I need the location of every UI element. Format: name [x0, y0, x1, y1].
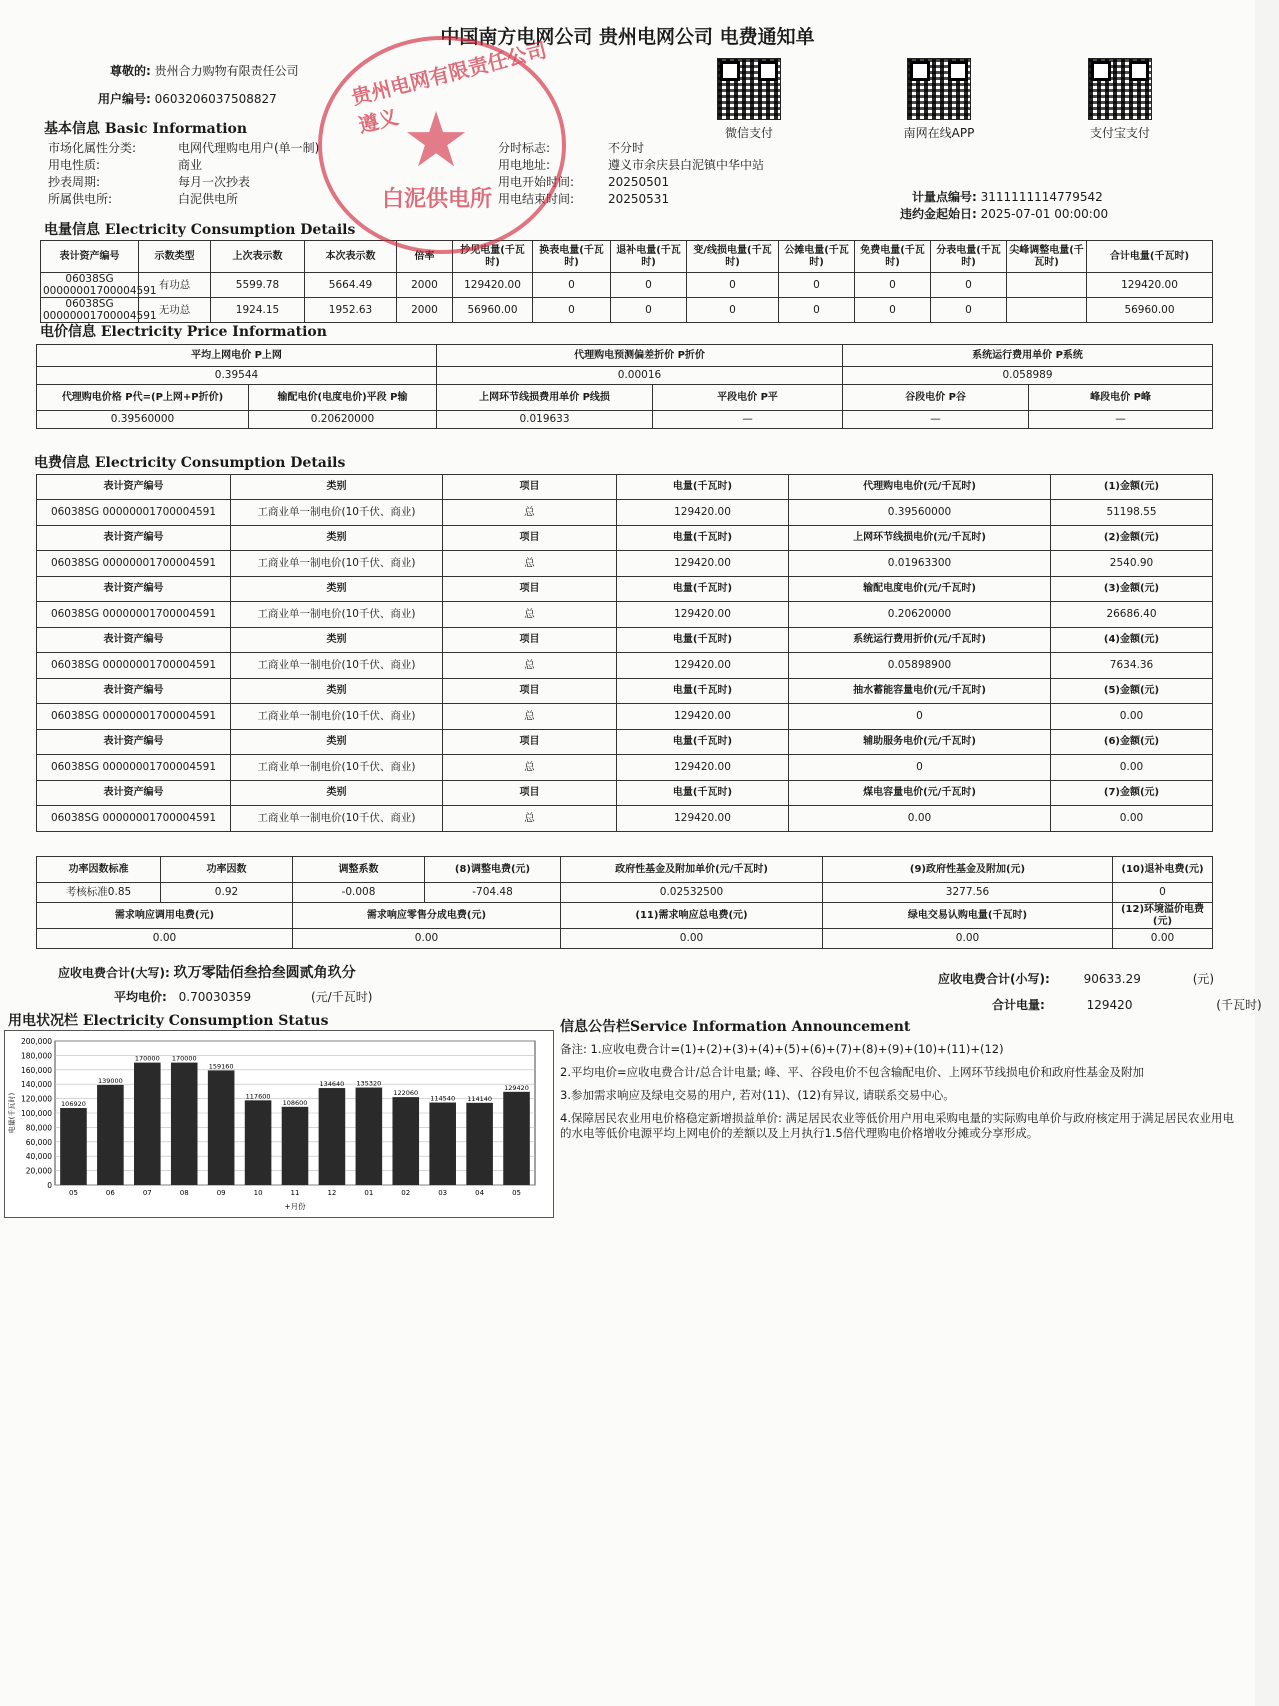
- fee-meter: 06038SG 00000001700004591: [37, 500, 231, 526]
- chart-ytick: 80,000: [25, 1123, 52, 1133]
- chart-xtick: 04: [475, 1189, 485, 1197]
- table-cell: 0: [533, 298, 611, 323]
- adjust-value: 0.92: [161, 883, 293, 903]
- table-cell: 06038SG 00000001700004591: [41, 298, 139, 323]
- chart-xtick: 08: [179, 1189, 189, 1197]
- table-cell: [1007, 273, 1087, 298]
- price-value: —: [843, 411, 1029, 429]
- fee-col-type: 类别: [231, 577, 443, 602]
- fee-col-item: 项目: [443, 577, 617, 602]
- fee-col-kwh: 电量(千瓦时): [617, 526, 789, 551]
- table-cell: 0: [687, 273, 779, 298]
- table-cell: 0: [687, 298, 779, 323]
- adjust-header: 功率因数标准: [37, 857, 161, 883]
- notice-line: 备注: 1.应收电费合计=(1)+(2)+(3)+(4)+(5)+(6)+(7)+(8)+(9)+(10)+(11)+(12): [560, 1042, 1004, 1056]
- chart-ytick: 120,000: [20, 1094, 52, 1104]
- chart-data-label: 170000: [134, 1054, 160, 1063]
- fee-header-row: [37, 475, 1213, 500]
- table-cell: 0: [779, 273, 855, 298]
- adjust-value: 0.02532500: [561, 883, 823, 903]
- fee-price-label: 输配电度电价(元/千瓦时): [789, 577, 1051, 602]
- consumption-header: 变/线损电量(千瓦时): [687, 241, 779, 273]
- fee-value-row: [37, 704, 1213, 730]
- fee-amount: 7634.36: [1051, 653, 1213, 679]
- adjust-value: 0.00: [293, 929, 561, 949]
- chart-xtick: 03: [438, 1189, 448, 1197]
- fee-type: 工商业单一制电价(10千伏、商业): [231, 755, 443, 781]
- chart-data-label: 135320: [356, 1079, 382, 1088]
- consumption-header: 本次表示数: [305, 241, 397, 273]
- fee-col-meter: 表计资产编号: [37, 781, 231, 806]
- price-label: 上网环节线损费用单价 P线损: [437, 385, 653, 411]
- chart-bar: [503, 1092, 530, 1185]
- fee-amount: 0.00: [1051, 806, 1213, 832]
- fee-col-type: 类别: [231, 730, 443, 755]
- fee-item: 总: [443, 704, 617, 730]
- notice-line: 4.保障居民农业用电价格稳定新增损益单价: 满足居民农业等低价用户用电采购电量的实际购电单价与政府核定用于满足居民农业用电的水电等低价电源平均上网电价的差额以及上月执行1.5倍代理购电价格增收分摊或分享形成。: [560, 1110, 1234, 1140]
- basic-label: 分时标志:: [498, 140, 551, 155]
- fee-col-type: 类别: [231, 628, 443, 653]
- fee-amount: 26686.40: [1051, 602, 1213, 628]
- consumption-header: 表计资产编号: [41, 241, 139, 273]
- fee-col-type: 类别: [231, 679, 443, 704]
- notice-line: 3.参加需求响应及绿电交易的用户, 若对(11)、(12)有异议, 请联系交易中心。: [560, 1087, 955, 1102]
- fee-col-meter: 表计资产编号: [37, 730, 231, 755]
- table-cell: 1952.63: [305, 298, 397, 323]
- price-system-value: 0.058989: [843, 367, 1213, 385]
- fee-value-row: [37, 755, 1213, 781]
- chart-xtick: 12: [327, 1189, 337, 1197]
- fee-meter: 06038SG 00000001700004591: [37, 653, 231, 679]
- fee-col-item: 项目: [443, 475, 617, 500]
- table-row: [41, 298, 1213, 323]
- notice-line: 2.平均电价=应收电费合计/总合计电量; 峰、平、谷段电价不包含输配电价、上网环节线损电价和政府性基金及附加: [560, 1064, 1145, 1079]
- chart-xtick: 01: [364, 1189, 374, 1197]
- fee-col-kwh: 电量(千瓦时): [617, 781, 789, 806]
- fee-price: 0: [789, 755, 1051, 781]
- adjust-header: 需求响应零售分成电费(元): [293, 903, 561, 929]
- table-cell: 0: [855, 273, 931, 298]
- total-capital: 应收电费合计(大写): 玖万零陆佰叁拾叁圆贰角玖分: [58, 965, 356, 981]
- basic-value: 20250501: [608, 174, 670, 189]
- chart-ytick: 160,000: [20, 1065, 52, 1075]
- price-avg-value: 0.39544: [37, 367, 437, 385]
- seal-bottom-text: 白泥供电所: [382, 187, 493, 212]
- adjust-header: 需求响应调用电费(元): [37, 903, 293, 929]
- price-avg-label: 平均上网电价 P上网: [37, 345, 437, 367]
- fee-kwh: 129420.00: [617, 653, 789, 679]
- chart-xlabel: +月份: [284, 1202, 306, 1211]
- adjust-value: 0: [1113, 883, 1213, 903]
- consumption-section: 电量信息 Electricity Consumption Details: [44, 222, 356, 238]
- adjust-value: -704.48: [425, 883, 561, 903]
- price-system-label: 系统运行费用单价 P系统: [843, 345, 1213, 367]
- table-cell: [1007, 298, 1087, 323]
- chart-xtick: 02: [401, 1189, 411, 1197]
- table-cell: 5664.49: [305, 273, 397, 298]
- fee-item: 总: [443, 551, 617, 577]
- table-cell: 56960.00: [453, 298, 533, 323]
- chart-ytick: 140,000: [20, 1080, 52, 1090]
- fee-col-type: 类别: [231, 526, 443, 551]
- chart-xtick: 07: [142, 1189, 152, 1197]
- fee-type: 工商业单一制电价(10千伏、商业): [231, 806, 443, 832]
- chart-bar: [171, 1063, 198, 1185]
- table-cell: 0: [931, 298, 1007, 323]
- price-label: 输配电价(电度电价)平段 P输: [249, 385, 437, 411]
- adjust-header: 政府性基金及附加单价(元/千瓦时): [561, 857, 823, 883]
- consumption-table: [40, 240, 1213, 323]
- average-price: 平均电价: 0.70030359 (元/千瓦时): [114, 990, 373, 1004]
- table-cell: 06038SG 00000001700004591: [41, 273, 139, 298]
- chart-bar: [134, 1063, 161, 1185]
- chart-data-label: 117600: [245, 1092, 271, 1101]
- chart-data-label: 122060: [393, 1089, 419, 1098]
- fee-value-row: [37, 653, 1213, 679]
- table-cell: 1924.15: [211, 298, 305, 323]
- fee-header-row: [37, 526, 1213, 551]
- fee-col-type: 类别: [231, 475, 443, 500]
- table-cell: 0: [611, 298, 687, 323]
- consumption-header: 公摊电量(千瓦时): [779, 241, 855, 273]
- chart-data-label: 170000: [171, 1054, 197, 1063]
- basic-label: 用电开始时间:: [498, 174, 575, 189]
- price-section: 电价信息 Electricity Price Information: [40, 324, 327, 340]
- basic-label: 用电结束时间:: [498, 191, 575, 206]
- chart-bar: [97, 1085, 124, 1185]
- fee-col-kwh: 电量(千瓦时): [617, 628, 789, 653]
- fee-price-label: 上网环节线损电价(元/千瓦时): [789, 526, 1051, 551]
- seal-ring-text: 贵州电网有限责任公司遵义: [349, 37, 549, 138]
- chart-ytick: 100,000: [20, 1109, 52, 1118]
- chart-xtick: 10: [253, 1189, 263, 1197]
- basic-label: 市场化属性分类:: [48, 140, 137, 155]
- fee-col-kwh: 电量(千瓦时): [617, 577, 789, 602]
- fees-table: [36, 474, 1213, 832]
- fee-price-label: 抽水蓄能容量电价(元/千瓦时): [789, 679, 1051, 704]
- fee-kwh: 129420.00: [617, 500, 789, 526]
- fee-amount: 51198.55: [1051, 500, 1213, 526]
- fee-amount-label: (4)金额(元): [1051, 628, 1213, 653]
- chart-data-label: 159160: [208, 1062, 234, 1071]
- basic-value: 电网代理购电用户(单一制): [178, 140, 320, 155]
- table-cell: 0: [931, 273, 1007, 298]
- fee-col-meter: 表计资产编号: [37, 526, 231, 551]
- table-cell: 2000: [397, 273, 453, 298]
- fee-kwh: 129420.00: [617, 704, 789, 730]
- table-cell: 无功总: [139, 298, 211, 323]
- price-value: —: [653, 411, 843, 429]
- official-seal: [318, 36, 566, 254]
- fee-kwh: 129420.00: [617, 806, 789, 832]
- adjust-value: 3277.56: [823, 883, 1113, 903]
- chart-data-label: 134640: [319, 1080, 345, 1089]
- basic-label: 用电性质:: [48, 157, 101, 172]
- chart-data-label: 129420: [504, 1083, 529, 1092]
- adjust-header: (12)环境溢价电费(元): [1113, 903, 1213, 929]
- fee-type: 工商业单一制电价(10千伏、商业): [231, 704, 443, 730]
- fee-price: 0.20620000: [789, 602, 1051, 628]
- fee-col-type: 类别: [231, 781, 443, 806]
- fee-amount-label: (7)金额(元): [1051, 781, 1213, 806]
- basic-label: 用电地址:: [498, 157, 551, 172]
- fee-col-kwh: 电量(千瓦时): [617, 679, 789, 704]
- price-value: 0.39560000: [37, 411, 249, 429]
- consumption-chart: [4, 1030, 554, 1218]
- consumption-header: 换表电量(千瓦时): [533, 241, 611, 273]
- consumption-header: 分表电量(千瓦时): [931, 241, 1007, 273]
- consumption-header: 抄见电量(千瓦时): [453, 241, 533, 273]
- consumption-header: 合计电量(千瓦时): [1087, 241, 1213, 273]
- price-deviation-value: 0.00016: [437, 367, 843, 385]
- table-cell: 129420.00: [453, 273, 533, 298]
- fee-header-row: [37, 577, 1213, 602]
- fee-kwh: 129420.00: [617, 551, 789, 577]
- fee-type: 工商业单一制电价(10千伏、商业): [231, 653, 443, 679]
- chart-xtick: 05: [69, 1189, 78, 1197]
- fee-col-meter: 表计资产编号: [37, 475, 231, 500]
- table-cell: 0: [611, 273, 687, 298]
- wechat-pay-qr[interactable]: 微信支付: [716, 58, 782, 141]
- page-title: 中国南方电网公司 贵州电网公司 电费通知单: [440, 26, 815, 48]
- fee-value-row: [37, 806, 1213, 832]
- chart-xtick: 06: [105, 1189, 115, 1197]
- adjust-header: (10)退补电费(元): [1113, 857, 1213, 883]
- fee-type: 工商业单一制电价(10千伏、商业): [231, 602, 443, 628]
- basic-value: 商业: [178, 157, 203, 172]
- adjust-value: 0.00: [1113, 929, 1213, 949]
- chart-bar: [392, 1097, 419, 1185]
- chart-xtick: 05: [512, 1189, 521, 1197]
- total-amount: 应收电费合计(小写): 90633.29 (元): [938, 972, 1215, 986]
- fee-item: 总: [443, 500, 617, 526]
- fee-meter: 06038SG 00000001700004591: [37, 806, 231, 832]
- price-label: 谷段电价 P谷: [843, 385, 1029, 411]
- fee-meter: 06038SG 00000001700004591: [37, 755, 231, 781]
- fee-item: 总: [443, 602, 617, 628]
- basic-value: 不分时: [608, 140, 645, 155]
- consumption-header: 示数类型: [139, 241, 211, 273]
- fee-amount-label: (2)金额(元): [1051, 526, 1213, 551]
- basic-label: 抄表周期:: [48, 174, 101, 189]
- chart-ytick: 0: [47, 1181, 52, 1190]
- fee-amount: 0.00: [1051, 704, 1213, 730]
- chart-bar: [282, 1107, 309, 1185]
- chart-ytick: 20,000: [25, 1166, 52, 1176]
- basic-info-section: 基本信息 Basic Information: [44, 121, 248, 137]
- customer-name: 尊敬的: 贵州合力购物有限责任公司: [110, 64, 299, 78]
- consumption-header: 退补电量(千瓦时): [611, 241, 687, 273]
- chart-data-label: 139000: [97, 1076, 123, 1085]
- chart-bar: [466, 1103, 493, 1185]
- basic-value: 每月一次抄表: [178, 174, 251, 189]
- notice-board: [560, 1042, 1240, 1149]
- fee-col-item: 项目: [443, 781, 617, 806]
- adjust-value: 0.00: [561, 929, 823, 949]
- table-cell: 5599.78: [211, 273, 305, 298]
- table-cell: 129420.00: [1087, 273, 1213, 298]
- qr-code-icon: [1088, 58, 1152, 120]
- chart-bar: [60, 1108, 87, 1185]
- fee-price: 0.05898900: [789, 653, 1051, 679]
- fee-amount: 0.00: [1051, 755, 1213, 781]
- consumption-header: 上次表示数: [211, 241, 305, 273]
- fee-price: 0.00: [789, 806, 1051, 832]
- consumption-header: 倍率: [397, 241, 453, 273]
- price-table: [36, 344, 1213, 429]
- basic-label: 所属供电所:: [48, 191, 113, 206]
- adjust-value: 0.00: [823, 929, 1113, 949]
- fee-meter: 06038SG 00000001700004591: [37, 551, 231, 577]
- chart-ytick: 60,000: [25, 1137, 52, 1147]
- adjust-header: 绿电交易认购电量(千瓦时): [823, 903, 1113, 929]
- price-value: 0.20620000: [249, 411, 437, 429]
- fee-col-item: 项目: [443, 730, 617, 755]
- fee-amount-label: (1)金额(元): [1051, 475, 1213, 500]
- seal-star-icon: ★: [402, 95, 471, 184]
- csg-app-qr[interactable]: 南网在线APP: [896, 58, 982, 141]
- fee-amount: 2540.90: [1051, 551, 1213, 577]
- fee-value-row: [37, 602, 1213, 628]
- fee-kwh: 129420.00: [617, 602, 789, 628]
- alipay-qr[interactable]: 支付宝支付: [1082, 58, 1158, 141]
- consumption-header: 尖峰调整电量(千瓦时): [1007, 241, 1087, 273]
- fee-meter: 06038SG 00000001700004591: [37, 704, 231, 730]
- price-label: 代理购电价格 P代=(P上网+P折价): [37, 385, 249, 411]
- fee-value-row: [37, 551, 1213, 577]
- chart-xtick: 11: [290, 1189, 300, 1197]
- price-value: —: [1029, 411, 1213, 429]
- price-value: 0.019633: [437, 411, 653, 429]
- adjust-value: 0.00: [37, 929, 293, 949]
- chart-ylabel: 电量(千瓦时): [8, 1092, 16, 1134]
- consumption-header: 免费电量(千瓦时): [855, 241, 931, 273]
- fee-header-row: [37, 628, 1213, 653]
- table-cell: 0: [779, 298, 855, 323]
- basic-value: 20250531: [608, 191, 670, 206]
- qr-code-icon: [717, 58, 781, 120]
- fee-col-meter: 表计资产编号: [37, 577, 231, 602]
- chart-bar: [356, 1088, 383, 1185]
- fee-type: 工商业单一制电价(10千伏、商业): [231, 551, 443, 577]
- adjust-header: 调整系数: [293, 857, 425, 883]
- adjust-value: 考核标准0.85: [37, 883, 161, 903]
- fee-col-meter: 表计资产编号: [37, 679, 231, 704]
- qr-code-icon: [907, 58, 971, 120]
- account-number: 用户编号: 0603206037508827: [98, 92, 277, 106]
- fee-price-label: 辅助服务电价(元/千瓦时): [789, 730, 1051, 755]
- fee-item: 总: [443, 806, 617, 832]
- fee-type: 工商业单一制电价(10千伏、商业): [231, 500, 443, 526]
- basic-value: 遵义市余庆县白泥镇中华中站: [608, 157, 765, 172]
- adjust-header: 功率因数: [161, 857, 293, 883]
- table-cell: 0: [855, 298, 931, 323]
- chart-title: 用电状况栏 Electricity Consumption Status: [8, 1013, 329, 1029]
- basic-value: 白泥供电所: [178, 191, 239, 206]
- fee-col-item: 项目: [443, 679, 617, 704]
- fee-col-item: 项目: [443, 526, 617, 551]
- adjust-header: (8)调整电费(元): [425, 857, 561, 883]
- table-cell: 有功总: [139, 273, 211, 298]
- table-row: [41, 273, 1213, 298]
- adjust-header: (11)需求响应总电费(元): [561, 903, 823, 929]
- fee-price-label: 系统运行费用折价(元/千瓦时): [789, 628, 1051, 653]
- price-label: 平段电价 P平: [653, 385, 843, 411]
- table-cell: 2000: [397, 298, 453, 323]
- fee-amount-label: (3)金额(元): [1051, 577, 1213, 602]
- fee-price: 0: [789, 704, 1051, 730]
- fee-price: 0.39560000: [789, 500, 1051, 526]
- price-label: 峰段电价 P峰: [1029, 385, 1213, 411]
- chart-bar: [319, 1088, 346, 1185]
- adjust-value: -0.008: [293, 883, 425, 903]
- fee-value-row: [37, 500, 1213, 526]
- fee-col-meter: 表计资产编号: [37, 628, 231, 653]
- chart-bar: [429, 1103, 456, 1185]
- fee-item: 总: [443, 755, 617, 781]
- chart-data-label: 106920: [61, 1100, 86, 1109]
- chart-xtick: 09: [216, 1189, 226, 1197]
- fee-header-row: [37, 730, 1213, 755]
- adjust-header: (9)政府性基金及附加(元): [823, 857, 1113, 883]
- fee-item: 总: [443, 653, 617, 679]
- meter-point: 计量点编号: 3111111114779542: [912, 190, 1103, 204]
- total-kwh: 合计电量: 129420 (千瓦时): [992, 998, 1262, 1012]
- chart-ytick: 200,000: [20, 1037, 52, 1046]
- fee-price: 0.01963300: [789, 551, 1051, 577]
- chart-ytick: 40,000: [25, 1152, 52, 1162]
- chart-data-label: 114140: [467, 1094, 493, 1103]
- price-deviation-label: 代理购电预测偏差折价 P折价: [437, 345, 843, 367]
- table-cell: 0: [533, 273, 611, 298]
- chart-data-label: 108600: [282, 1098, 308, 1107]
- chart-data-label: 114540: [430, 1094, 456, 1103]
- chart-ytick: 180,000: [20, 1051, 52, 1061]
- fee-amount-label: (5)金额(元): [1051, 679, 1213, 704]
- fees-section: 电费信息 Electricity Consumption Details: [34, 455, 346, 471]
- notice-title: 信息公告栏Service Information Announcement: [560, 1019, 911, 1035]
- fee-header-row: [37, 679, 1213, 704]
- fee-price-label: 煤电容量电价(元/千瓦时): [789, 781, 1051, 806]
- chart-bar: [208, 1070, 235, 1185]
- fee-amount-label: (6)金额(元): [1051, 730, 1213, 755]
- fee-col-item: 项目: [443, 628, 617, 653]
- fee-col-kwh: 电量(千瓦时): [617, 475, 789, 500]
- fee-header-row: [37, 781, 1213, 806]
- fee-meter: 06038SG 00000001700004591: [37, 602, 231, 628]
- chart-bar: [245, 1100, 272, 1185]
- penalty-start: 违约金起始日: 2025-07-01 00:00:00: [900, 207, 1109, 221]
- table-cell: 56960.00: [1087, 298, 1213, 323]
- fee-price-label: 代理购电电价(元/千瓦时): [789, 475, 1051, 500]
- adjustment-table: [36, 856, 1213, 949]
- fee-kwh: 129420.00: [617, 755, 789, 781]
- fee-col-kwh: 电量(千瓦时): [617, 730, 789, 755]
